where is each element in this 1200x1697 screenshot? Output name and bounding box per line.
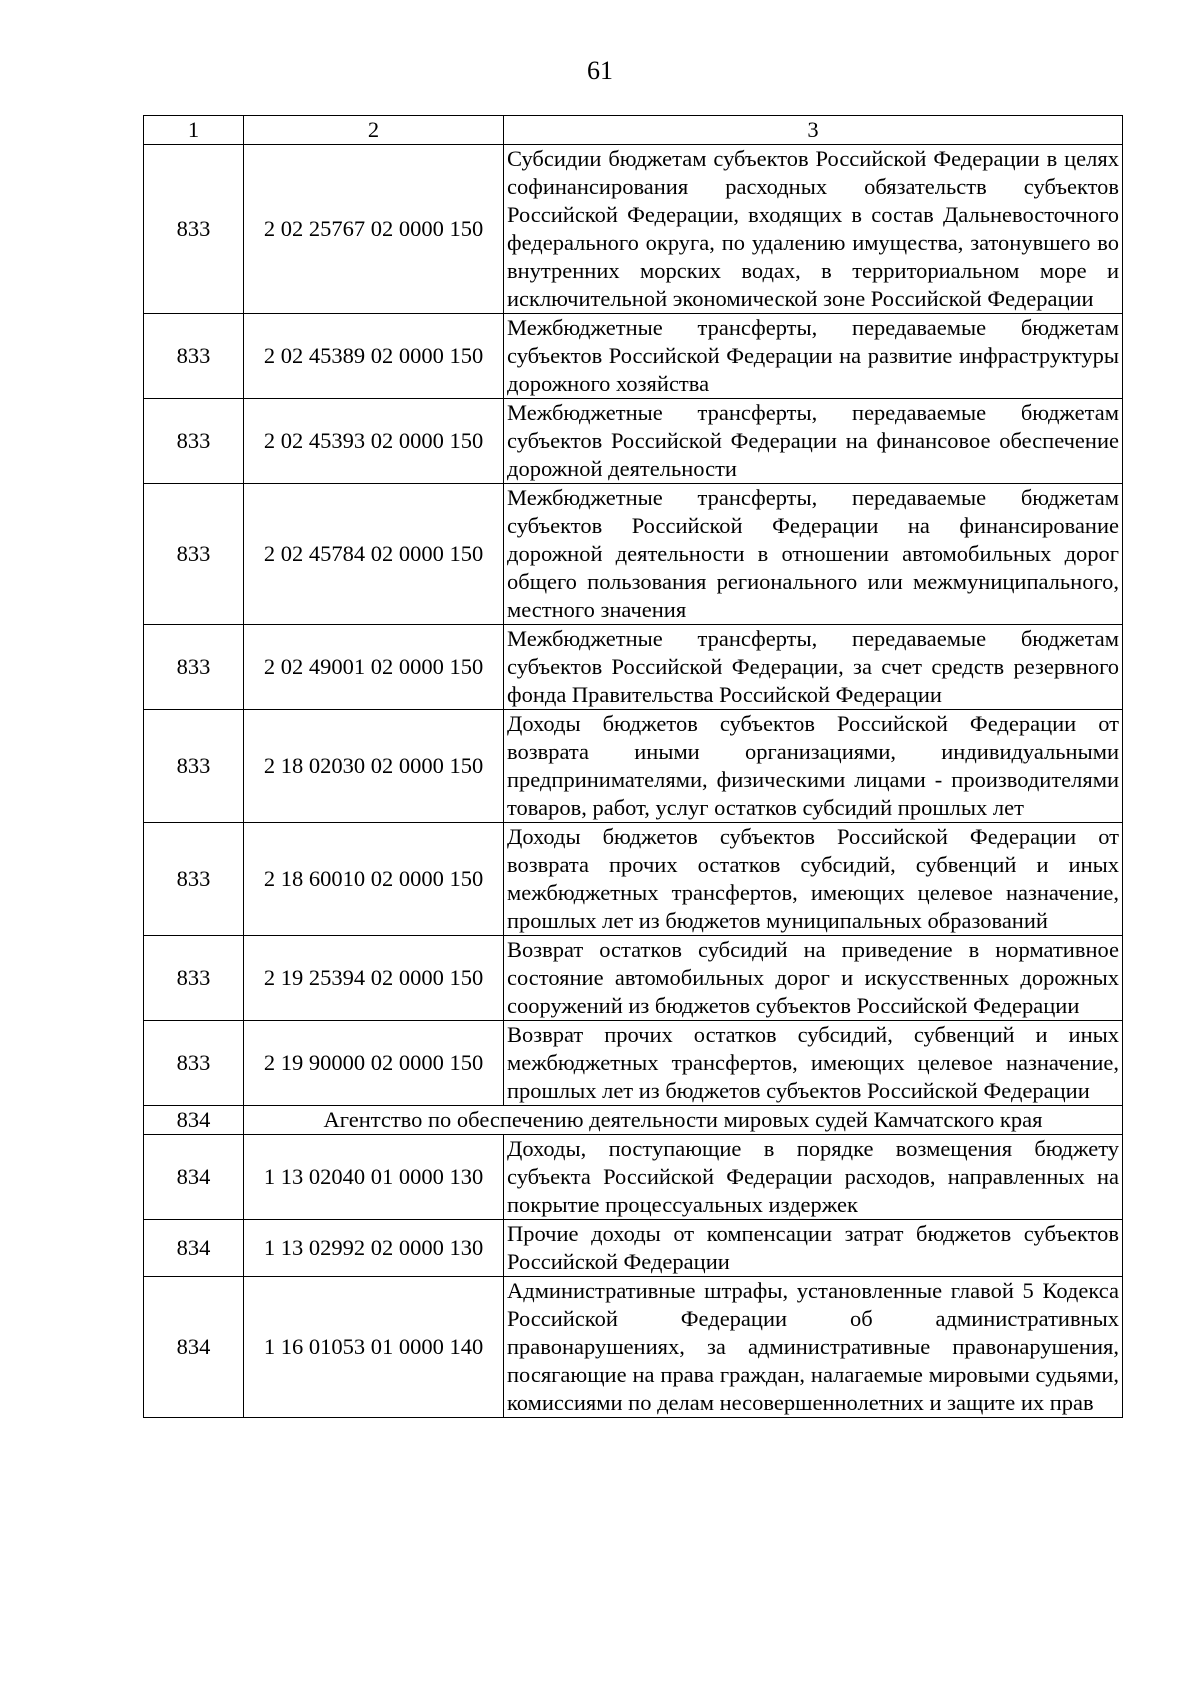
table-row xyxy=(144,399,1123,484)
table-row xyxy=(144,823,1123,936)
revenue-code: 2 02 45393 02 0000 150 xyxy=(244,399,504,484)
admin-code: 833 xyxy=(144,145,244,314)
revenue-code: 2 19 25394 02 0000 150 xyxy=(244,936,504,1021)
table-header-row xyxy=(144,116,1123,145)
column-header: 3 xyxy=(504,116,1123,145)
revenue-code: 1 13 02992 02 0000 130 xyxy=(244,1220,504,1277)
revenue-description: Межбюджетные трансферты, передаваемые бюджетам субъектов Российской Федерации на финансовое обеспечение дорожной деятельности xyxy=(504,399,1123,484)
table-row xyxy=(144,625,1123,710)
admin-code: 833 xyxy=(144,710,244,823)
revenue-code: 2 02 45389 02 0000 150 xyxy=(244,314,504,399)
table-row xyxy=(144,936,1123,1021)
revenue-description: Межбюджетные трансферты, передаваемые бюджетам субъектов Российской Федерации на финансирование дорожной деятельности в отношении автомобильных дорог общего пользования регионального или межмуниципального, местного значения xyxy=(504,484,1123,625)
revenue-code: 1 13 02040 01 0000 130 xyxy=(244,1135,504,1220)
agency-row xyxy=(144,1106,1123,1135)
revenue-code: 1 16 01053 01 0000 140 xyxy=(244,1277,504,1418)
table-row xyxy=(144,1277,1123,1418)
revenue-description: Доходы бюджетов субъектов Российской Федерации от возврата иными организациями, индивидуальными предпринимателями, физическими лицами - производителями товаров, работ, услуг остатков субсидий прошлых лет xyxy=(504,710,1123,823)
agency-name: Агентство по обеспечению деятельности мировых судей Камчатского края xyxy=(244,1106,1123,1135)
revenue-code: 2 02 45784 02 0000 150 xyxy=(244,484,504,625)
admin-code: 833 xyxy=(144,314,244,399)
column-header: 1 xyxy=(144,116,244,145)
revenue-code: 2 18 02030 02 0000 150 xyxy=(244,710,504,823)
admin-code: 833 xyxy=(144,823,244,936)
revenue-description: Возврат остатков субсидий на приведение в нормативное состояние автомобильных дорог и искусственных дорожных сооружений из бюджетов субъектов Российской Федерации xyxy=(504,936,1123,1021)
revenue-code: 2 02 25767 02 0000 150 xyxy=(244,145,504,314)
table-row xyxy=(144,484,1123,625)
table-row xyxy=(144,1021,1123,1106)
revenue-description: Административные штрафы, установленные главой 5 Кодекса Российской Федерации об административных правонарушениях, за административные правонарушения, посягающие на права граждан, налагаемые мировыми судьями, комиссиями по делам несовершеннолетних и защите их прав xyxy=(504,1277,1123,1418)
admin-code: 833 xyxy=(144,399,244,484)
table-row xyxy=(144,1135,1123,1220)
page-number: 61 xyxy=(587,56,613,85)
revenue-description: Субсидии бюджетам субъектов Российской Федерации в целях софинансирования расходных обязательств субъектов Российской Федерации, входящих в состав Дальневосточного федерального округа, по удалению имущества, затонувшего во внутренних морских водах, в территориальном море и исключительной экономической зоне Российской Федерации xyxy=(504,145,1123,314)
budget-revenue-table xyxy=(143,115,1123,1418)
revenue-code: 2 19 90000 02 0000 150 xyxy=(244,1021,504,1106)
revenue-description: Возврат прочих остатков субсидий, субвенций и иных межбюджетных трансфертов, имеющих целевое назначение, прошлых лет из бюджетов субъектов Российской Федерации xyxy=(504,1021,1123,1106)
admin-code: 833 xyxy=(144,936,244,1021)
admin-code: 834 xyxy=(144,1135,244,1220)
table-row xyxy=(144,145,1123,314)
revenue-description: Прочие доходы от компенсации затрат бюджетов субъектов Российской Федерации xyxy=(504,1220,1123,1277)
revenue-code: 2 02 49001 02 0000 150 xyxy=(244,625,504,710)
admin-code: 833 xyxy=(144,484,244,625)
revenue-description: Доходы, поступающие в порядке возмещения бюджету субъекта Российской Федерации расходов, направленных на покрытие процессуальных издержек xyxy=(504,1135,1123,1220)
admin-code: 833 xyxy=(144,625,244,710)
admin-code: 834 xyxy=(144,1106,244,1135)
admin-code: 834 xyxy=(144,1277,244,1418)
admin-code: 834 xyxy=(144,1220,244,1277)
revenue-code: 2 18 60010 02 0000 150 xyxy=(244,823,504,936)
table-row xyxy=(144,710,1123,823)
revenue-description: Доходы бюджетов субъектов Российской Федерации от возврата прочих остатков субсидий, субвенций и иных межбюджетных трансфертов, имеющих целевое назначение, прошлых лет из бюджетов муниципальных образований xyxy=(504,823,1123,936)
revenue-description: Межбюджетные трансферты, передаваемые бюджетам субъектов Российской Федерации, за счет средств резервного фонда Правительства Российской Федерации xyxy=(504,625,1123,710)
revenue-description: Межбюджетные трансферты, передаваемые бюджетам субъектов Российской Федерации на развитие инфраструктуры дорожного хозяйства xyxy=(504,314,1123,399)
column-header: 2 xyxy=(244,116,504,145)
table-row xyxy=(144,314,1123,399)
admin-code: 833 xyxy=(144,1021,244,1106)
table-row xyxy=(144,1220,1123,1277)
